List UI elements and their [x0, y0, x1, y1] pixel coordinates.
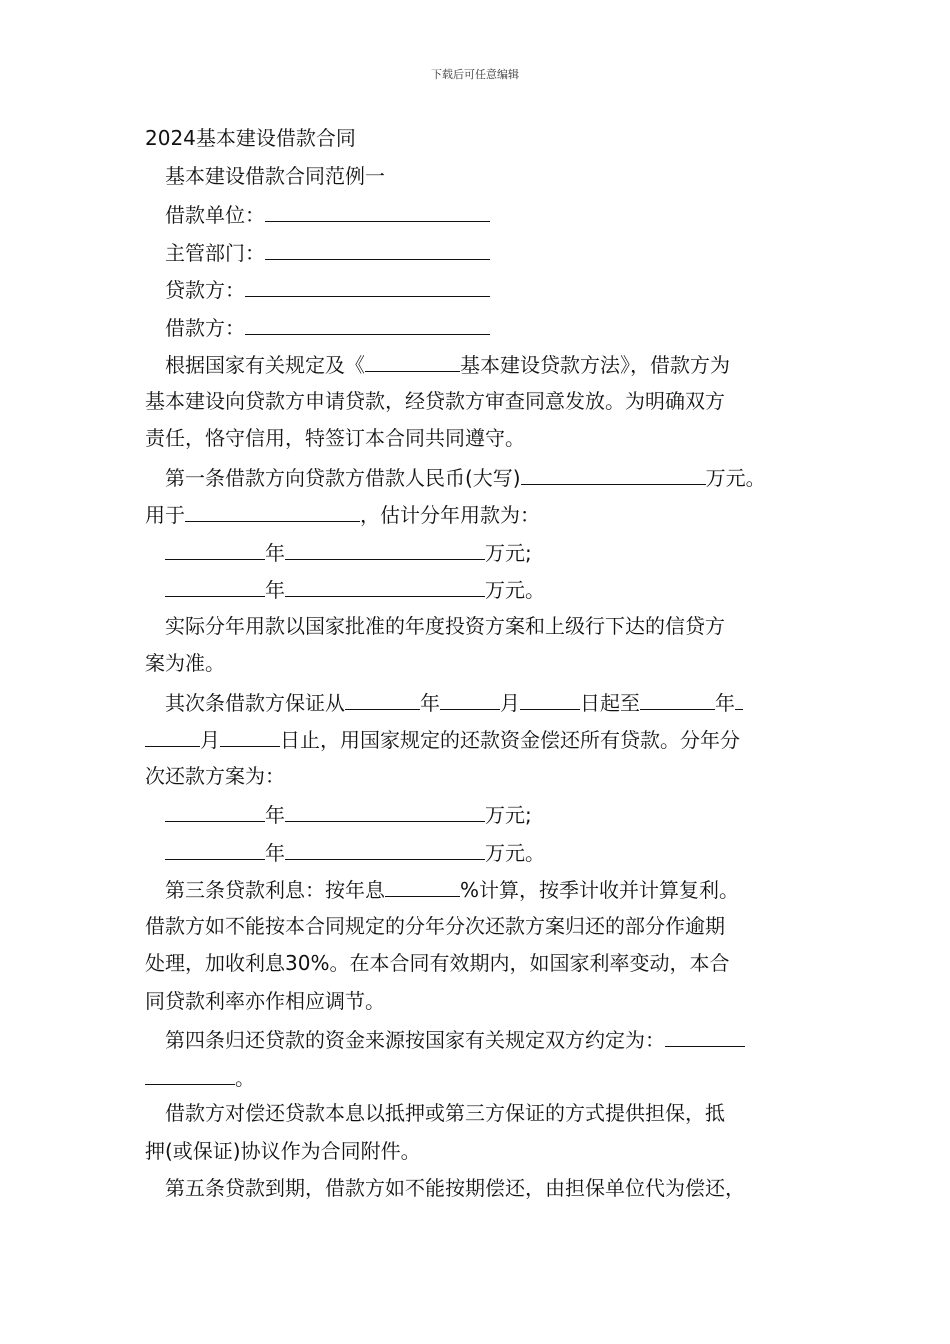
field-borrower-unit — [145, 195, 825, 233]
blank-line — [185, 495, 360, 522]
article-1-year-row-2 — [145, 570, 825, 608]
field-label: 主管部门： — [165, 240, 265, 265]
guarantee-line-1: 借款方对偿还贷款本息以抵押或第三方保证的方式提供担保，抵 — [165, 1101, 725, 1125]
text: 第四条归还贷款的资金来源按国家有关规定双方约定为： — [165, 1028, 665, 1052]
text: 月 — [200, 728, 220, 752]
blank-line — [165, 833, 265, 860]
text: 第三条贷款利息：按年息 — [165, 878, 385, 902]
text: 万元; — [485, 803, 532, 827]
preamble-line-2: 基本建设向贷款方申请贷款，经贷款方审查同意发放。为明确双方 — [145, 388, 725, 413]
text: 日止，用国家规定的还款资金偿还所有贷款。分年分 — [280, 728, 740, 752]
blank-line — [520, 683, 580, 710]
blank-line — [265, 195, 490, 222]
text: 日起至 — [580, 690, 640, 715]
article-2-year-row-2 — [145, 833, 825, 871]
document-subtitle: 基本建设借款合同范例一 — [165, 163, 385, 188]
article-3-line-4: 同贷款利率亦作相应调节。 — [145, 988, 385, 1013]
blank-line — [220, 720, 280, 747]
blank-line — [165, 795, 265, 822]
blank-line — [265, 233, 490, 260]
article-1-note-line-2: 案为准。 — [145, 651, 225, 675]
blank-line — [285, 833, 485, 860]
blank-line — [165, 533, 265, 560]
blank-line — [145, 1058, 235, 1085]
article-3-line-1 — [145, 870, 825, 908]
field-label: 借款单位： — [165, 203, 265, 227]
preamble-line-1 — [145, 345, 825, 383]
document-title: 2024基本建设借款合同 — [145, 126, 356, 150]
text: 月 — [500, 690, 520, 715]
text: 万元。 — [705, 465, 766, 490]
contract-body — [145, 120, 825, 1208]
text: %计算，按季计收并计算复利。 — [460, 878, 740, 902]
field-label: 借款方： — [165, 315, 245, 340]
blank-line — [345, 683, 420, 710]
blank-line — [285, 795, 485, 822]
article-1-note-line-1: 实际分年用款以国家批准的年度投资方案和上级行下达的信贷方 — [165, 613, 725, 638]
article-4-line-2 — [145, 1058, 825, 1096]
article-1-line-2 — [145, 495, 825, 533]
text: 。 — [235, 1065, 255, 1090]
blank-line — [521, 458, 706, 485]
text: 年 — [265, 578, 285, 602]
blank-line — [285, 570, 485, 597]
text: 年 — [265, 540, 285, 565]
blank-line — [145, 720, 200, 747]
text: 万元; — [485, 540, 532, 565]
article-2-line-1 — [145, 683, 825, 721]
field-supervisor — [145, 233, 825, 271]
blank-line — [245, 270, 490, 297]
text: 其次条借款方保证从 — [165, 690, 345, 715]
blank-line — [365, 345, 460, 372]
text: 根据国家有关规定及《 — [165, 353, 365, 377]
field-borrower — [145, 308, 825, 346]
text: 第一条借款方向贷款方借款人民币(大写) — [165, 465, 521, 490]
text: 万元。 — [485, 578, 545, 602]
article-1-year-row-1 — [145, 533, 825, 571]
article-2-line-2 — [145, 720, 825, 758]
article-2-year-row-1 — [145, 795, 825, 833]
field-label: 贷款方： — [165, 278, 245, 302]
article-4-line-1 — [145, 1020, 825, 1058]
guarantee-line-2: 押(或保证)协议作为合同附件。 — [145, 1138, 421, 1163]
article-5-line-1: 第五条贷款到期，借款方如不能按期偿还，由担保单位代为偿还， — [165, 1176, 745, 1200]
blank-line — [245, 308, 490, 335]
blank-line — [640, 683, 715, 710]
blank-line — [735, 683, 743, 710]
article-3-line-3: 处理，加收利息30%。在本合同有效期内，如国家利率变动，本合 — [145, 951, 730, 975]
article-3-line-2: 借款方如不能按本合同规定的分年分次还款方案归还的部分作逾期 — [145, 913, 725, 938]
field-lender — [145, 270, 825, 308]
article-2-line-3: 次还款方案为： — [145, 763, 285, 788]
page-header-note: 下载后可任意编辑 — [431, 68, 519, 81]
article-1-line-1 — [145, 458, 825, 496]
blank-line — [285, 533, 485, 560]
blank-line — [440, 683, 500, 710]
blank-line — [385, 870, 460, 897]
text: 基本建设贷款方法》，借款方为 — [460, 353, 730, 377]
text: ，估计分年用款为： — [360, 503, 540, 527]
text: 万元。 — [485, 840, 545, 865]
text: 用于 — [145, 503, 185, 527]
text: 年 — [715, 690, 735, 715]
preamble-line-3: 责任，恪守信用，特签订本合同共同遵守。 — [145, 426, 525, 450]
text: 年 — [265, 840, 285, 865]
blank-line — [665, 1020, 745, 1047]
blank-line — [165, 570, 265, 597]
text: 年 — [265, 803, 285, 827]
text: 年 — [420, 690, 440, 715]
